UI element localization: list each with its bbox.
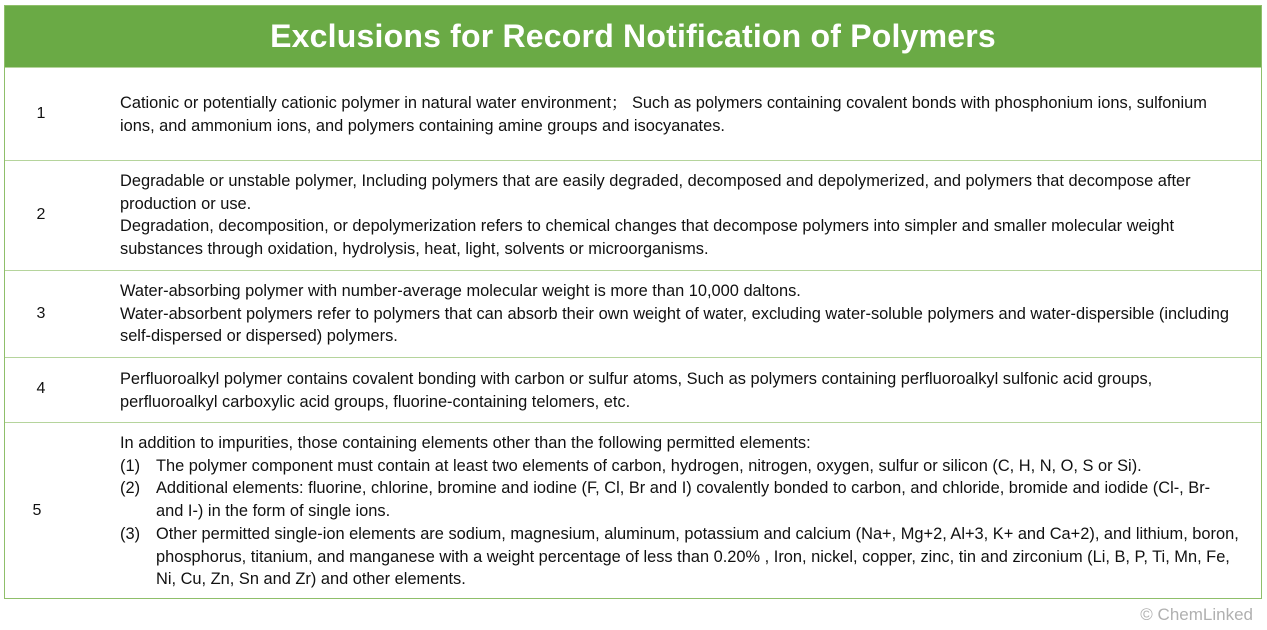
- row-line: Cationic or potentially cationic polymer in natural water environment； Such as polymers containing covalent bonds with phosphonium ions, sulfonium ions, and ammonium ions, and polymers containing amine groups and isocyanates.: [120, 94, 1207, 135]
- table-row: [5, 67, 1261, 160]
- copyright-watermark: © ChemLinked: [1140, 605, 1253, 624]
- table-row: [5, 422, 1261, 599]
- list-marker: (2): [120, 479, 141, 498]
- list-item-text: Other permitted single-ion elements are sodium, magnesium, aluminum, potassium and calcium (Na+, Mg+2, Al+3, K+ and Ca+2), and lithium, boron, phosphorus, titanium, and manganese with a weight percentage of less than 0.20% , Iron, nickel, copper, zinc, tin and zirconium (Li, B, P, Ti, Mn, Fe, Ni, Cu, Zn, Sn and Zr) and other elements.: [156, 524, 1239, 589]
- row-text: [120, 280, 1242, 348]
- row-text: [120, 170, 1242, 261]
- table-row: [5, 160, 1261, 270]
- row-number: 2: [36, 206, 46, 223]
- row-number: 1: [36, 105, 46, 122]
- row-number: 3: [36, 305, 46, 322]
- row-number: 5: [32, 502, 42, 519]
- row-line: Water-absorbing polymer with number-average molecular weight is more than 10,000 daltons.: [120, 282, 801, 300]
- list-marker: (3): [120, 524, 141, 543]
- exclusions-table: [4, 5, 1262, 599]
- list-item-text: Additional elements: fluorine, chlorine, bromine and iodine (F, Cl, Br and I) covalently bonded to carbon, and chloride, bromide and iodide (Cl-, Br- and I-) in the form of single ions.: [156, 479, 1211, 521]
- row-line: Water-absorbent polymers refer to polymers that can absorb their own weight of water, excluding water-soluble polymers and water-dispersible (including self-dispersed or dispersed) polymers.: [120, 304, 1230, 346]
- list-item: [120, 477, 1242, 522]
- row-text: [120, 368, 1242, 413]
- row-line: Perfluoroalkyl polymer contains covalent bonding with carbon or sulfur atoms, Such as polymers containing perfluoroalkyl sulfonic acid groups, perfluoroalkyl carboxylic acid groups, fluorine-containing telomers, etc.: [120, 370, 1153, 411]
- table-row: [5, 270, 1261, 357]
- list-item: [120, 455, 1242, 478]
- row-text: [120, 92, 1242, 137]
- row-intro: In addition to impurities, those containing elements other than the following permitted elements:: [120, 434, 811, 452]
- table-title: Exclusions for Record Notification of Polymers: [5, 6, 1261, 67]
- list-item: [120, 523, 1242, 591]
- row-line: Degradation, decomposition, or depolymerization refers to chemical changes that decompose polymers into simpler and smaller molecular weight substances through oxidation, hydrolysis, heat, light, solvents or microorganisms.: [120, 217, 1175, 259]
- row-number: 4: [36, 380, 46, 397]
- row-line: Degradable or unstable polymer, Including polymers that are easily degraded, decomposed and depolymerized, and polymers that decompose after production or use.: [120, 172, 1191, 213]
- list-item-text: The polymer component must contain at least two elements of carbon, hydrogen, nitrogen, oxygen, sulfur or silicon (C, H, N, O, S or Si).: [156, 456, 1142, 475]
- row-text: [120, 432, 1242, 591]
- table-row: [5, 357, 1261, 422]
- list-marker: (1): [120, 456, 141, 475]
